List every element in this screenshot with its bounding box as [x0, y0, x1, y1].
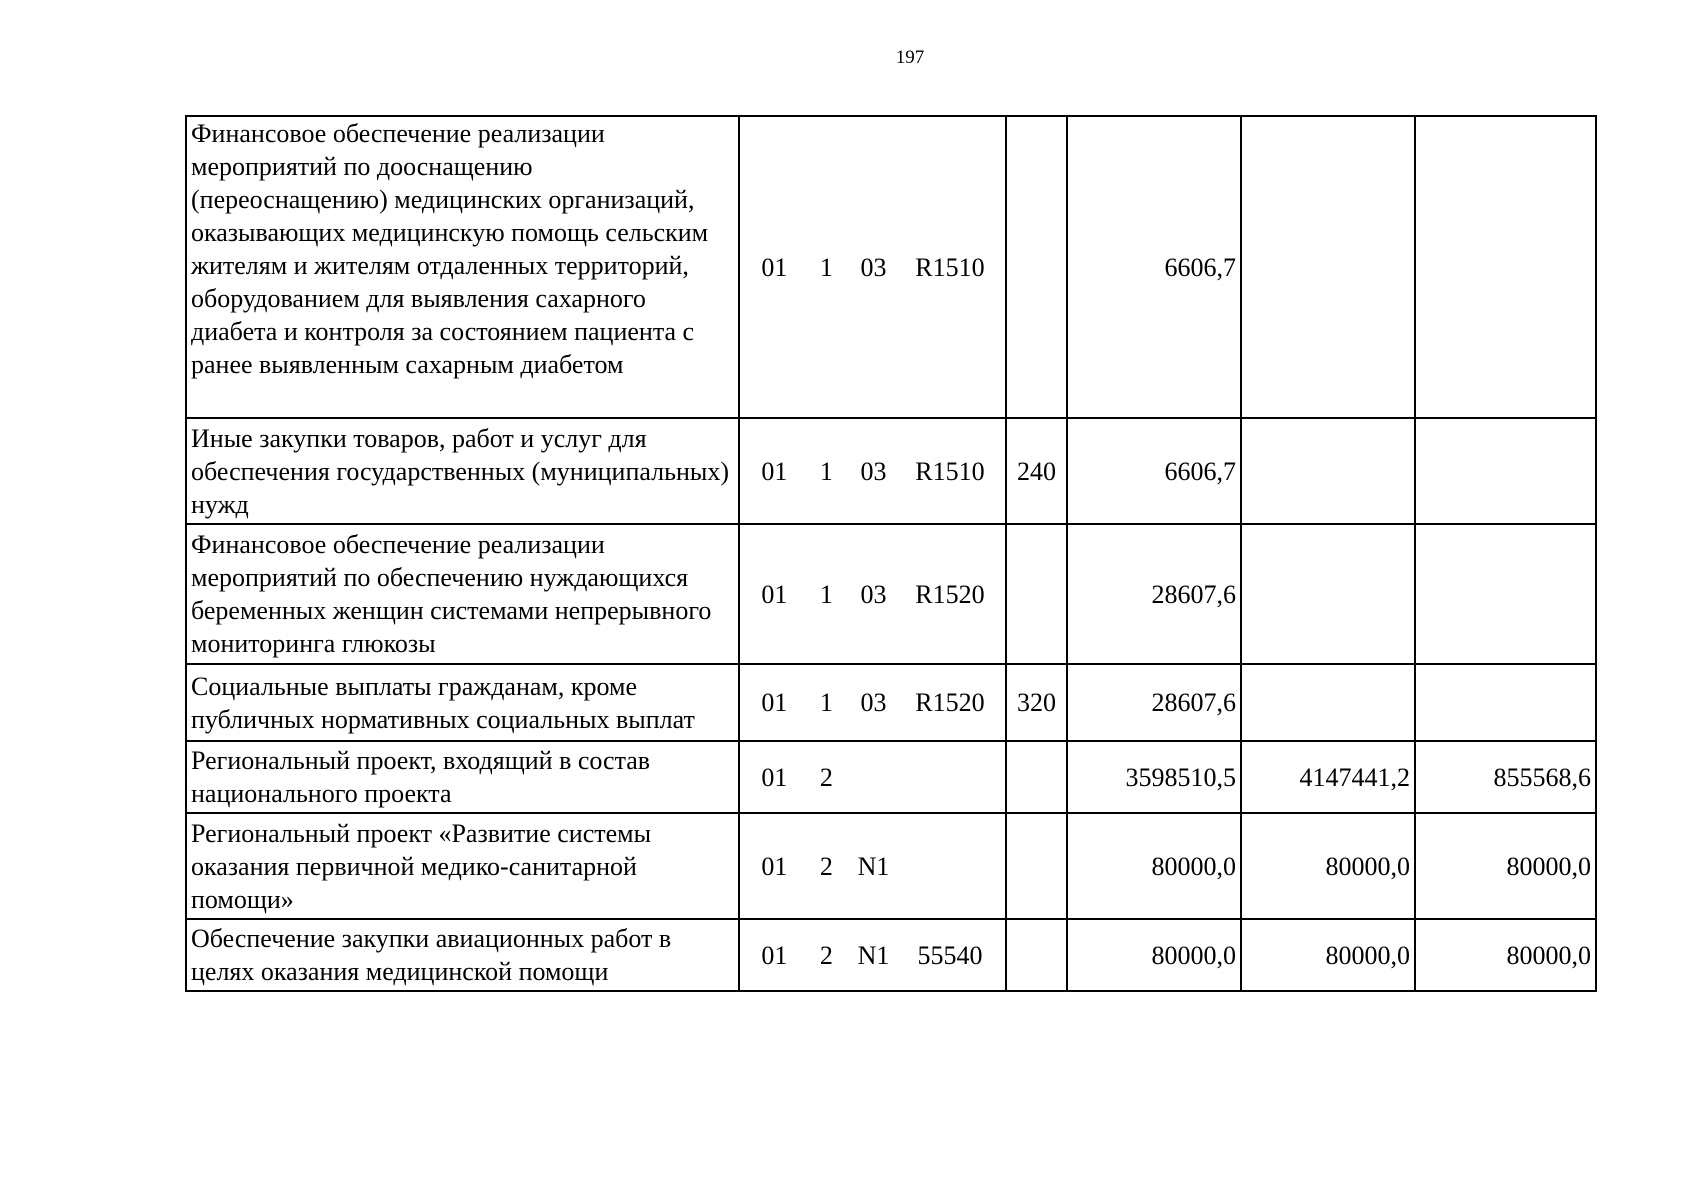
row-name: Региональный проект «Развитие системы оказания первичной медико-санитарной помощи»: [186, 813, 739, 919]
code-direction: R1510: [915, 456, 985, 486]
table-row: [186, 919, 1596, 991]
code-direction: R1510: [915, 252, 985, 282]
row-name: Обеспечение закупки авиационных работ в целях оказания медицинской помощи: [186, 919, 739, 991]
table-row: [186, 741, 1596, 813]
table-row: [186, 813, 1596, 919]
row-codes: [739, 418, 1006, 524]
sum-year-2: [1241, 418, 1415, 524]
expense-type: [1006, 813, 1067, 919]
table-row: [186, 524, 1596, 664]
code-subprogram: 2: [819, 940, 833, 970]
sum-year-3: [1415, 116, 1596, 418]
sum-year-3: [1415, 418, 1596, 524]
expense-type: 240: [1006, 418, 1067, 524]
sum-year-1: 80000,0: [1067, 919, 1241, 991]
sum-year-1: 3598510,5: [1067, 741, 1241, 813]
budget-table: [185, 115, 1597, 992]
row-codes: [739, 741, 1006, 813]
sum-year-3: 855568,6: [1415, 741, 1596, 813]
code-subprogram: 1: [819, 456, 833, 486]
sum-year-1: 6606,7: [1067, 418, 1241, 524]
code-event: 03: [860, 456, 887, 486]
sum-year-2: [1241, 116, 1415, 418]
expense-type: [1006, 116, 1067, 418]
code-event: 03: [860, 688, 887, 717]
row-codes: [739, 524, 1006, 664]
code-direction: R1520: [915, 688, 985, 717]
row-name: Финансовое обеспечение реализации мероприятий по дооснащению (переоснащению) медицинских организаций, оказывающих медицинскую помощь сельским жителям и жителям отдаленных территорий, оборудованием для выявления сахарного диабета и контроля за состоянием пациента с ранее выявленным сахарным диабетом: [186, 116, 739, 418]
code-program: 01: [761, 762, 788, 792]
row-name: Региональный проект, входящий в состав национального проекта: [186, 741, 739, 813]
code-direction: R1520: [915, 579, 985, 609]
code-subprogram: 2: [819, 762, 833, 792]
expense-type: [1006, 919, 1067, 991]
table-row: [186, 418, 1596, 524]
code-program: 01: [761, 252, 788, 282]
table-row: [186, 116, 1596, 418]
row-codes: [739, 116, 1006, 418]
code-subprogram: 2: [819, 851, 833, 881]
code-subprogram: 1: [819, 579, 833, 609]
code-program: 01: [761, 579, 788, 609]
sum-year-2: [1241, 664, 1415, 741]
sum-year-2: 80000,0: [1241, 919, 1415, 991]
sum-year-2: [1241, 524, 1415, 664]
code-event: 03: [860, 579, 887, 609]
code-program: 01: [761, 940, 788, 970]
sum-year-1: 28607,6: [1067, 524, 1241, 664]
code-program: 01: [761, 688, 788, 717]
code-subprogram: 1: [819, 252, 833, 282]
sum-year-2: 80000,0: [1241, 813, 1415, 919]
code-event: N1: [857, 851, 890, 881]
sum-year-3: [1415, 524, 1596, 664]
sum-year-1: 28607,6: [1067, 664, 1241, 741]
sum-year-1: 6606,7: [1067, 116, 1241, 418]
sum-year-1: 80000,0: [1067, 813, 1241, 919]
code-program: 01: [761, 456, 788, 486]
expense-type: 320: [1006, 664, 1067, 741]
sum-year-3: 80000,0: [1415, 919, 1596, 991]
sum-year-3: 80000,0: [1415, 813, 1596, 919]
code-subprogram: 1: [819, 688, 833, 717]
page-number: 197: [895, 47, 925, 68]
sum-year-2: 4147441,2: [1241, 741, 1415, 813]
expense-type: [1006, 741, 1067, 813]
code-program: 01: [761, 851, 788, 881]
row-name: Иные закупки товаров, работ и услуг для обеспечения государственных (муниципальных) нужд: [186, 418, 739, 524]
expense-type: [1006, 524, 1067, 664]
row-codes: [739, 664, 1006, 741]
row-name: Финансовое обеспечение реализации мероприятий по обеспечению нуждающихся беременных женщин системами непрерывного мониторинга глюкозы: [186, 524, 739, 664]
row-name: Социальные выплаты гражданам, кроме публичных нормативных социальных выплат: [186, 664, 739, 741]
sum-year-3: [1415, 664, 1596, 741]
row-codes: [739, 919, 1006, 991]
code-event: 03: [860, 252, 887, 282]
code-event: N1: [857, 940, 890, 970]
code-direction: 55540: [917, 940, 983, 970]
row-codes: [739, 813, 1006, 919]
table-row: [186, 664, 1596, 741]
